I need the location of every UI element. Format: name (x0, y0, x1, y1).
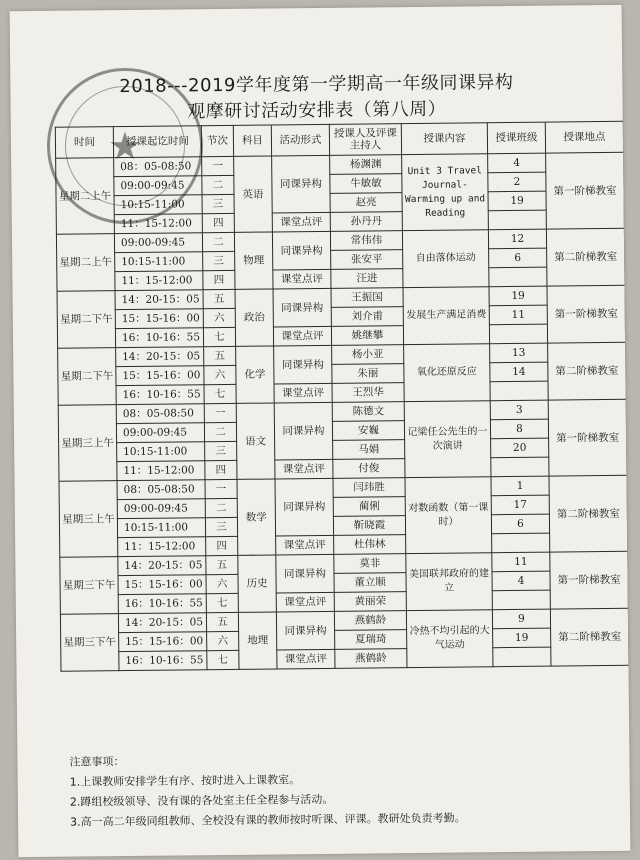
subject-cell: 数学 (237, 479, 276, 555)
content-cell: 美国联邦政府的建立 (406, 553, 493, 611)
content-cell: 氧化还原反应 (404, 344, 491, 402)
period-cell: 五 (206, 555, 238, 574)
teacher-cell: 杜伟林 (334, 535, 406, 555)
content-cell: Unit 3 Travel Journal-Warming up and Reading (402, 154, 489, 231)
activity-form-cell: 同课异构 (273, 288, 331, 327)
time-slot-cell: 星期二下午 (57, 291, 116, 349)
time-range-cell: 14：20-15：05 (118, 556, 206, 576)
note-item: 2.蹲组校级领导、没有课的各处室主任全程参与活动。 (69, 792, 334, 809)
location-cell: 第二阶梯教室 (546, 228, 625, 286)
activity-form-cell: 课堂点评 (277, 649, 335, 669)
period-cell: 六 (207, 631, 239, 650)
time-slot-cell: 星期二下午 (58, 348, 117, 406)
location-cell: 第二阶梯教室 (550, 608, 629, 666)
teacher-cell: 陈德文 (332, 402, 404, 422)
location-cell: 第一阶梯教室 (546, 152, 625, 229)
class-cell (489, 267, 547, 287)
teacher-cell: 刘介甫 (331, 307, 403, 327)
teacher-cell: 莫非 (334, 554, 406, 574)
time-range-cell: 08：05-08:50 (116, 404, 204, 424)
period-cell: 四 (202, 213, 234, 232)
time-slot-cell: 星期三上午 (58, 405, 117, 482)
title-line-1: 2018---2019学年度第一学期高一年级同课异构 (119, 71, 514, 98)
class-cell: 17 (491, 495, 549, 515)
teacher-cell: 朱丽 (332, 364, 404, 384)
notes-section (69, 747, 610, 833)
time-range-cell: 16：10-16：55 (116, 385, 204, 405)
class-cell: 19 (488, 191, 546, 211)
teacher-cell: 安巍 (332, 421, 404, 441)
period-cell: 二 (204, 422, 236, 441)
header-subject: 科目 (233, 125, 271, 156)
schedule-table (55, 121, 630, 672)
time-range-cell: 08：05-08:50 (117, 480, 205, 500)
class-cell (488, 210, 546, 230)
time-slot-cell: 星期三上午 (59, 481, 118, 558)
activity-form-cell: 课堂点评 (276, 535, 334, 555)
class-cell: 2 (488, 172, 546, 192)
time-range-cell: 11：15-12:00 (117, 461, 205, 481)
note-item: 1.上课教师安排学生有序、按时进入上课教室。 (69, 773, 301, 789)
document-page (10, 5, 631, 857)
class-cell: 13 (490, 343, 548, 363)
time-range-cell: 14：20-15：05 (115, 290, 203, 310)
time-range-cell: 09:00-09:45 (114, 233, 202, 253)
time-range-cell: 15：15-16：00 (116, 366, 204, 386)
subject-cell: 历史 (238, 555, 277, 612)
subject-cell: 政治 (235, 289, 274, 346)
time-slot-cell: 星期三下午 (60, 557, 119, 615)
teacher-cell: 闫玮胜 (333, 478, 405, 498)
header-time: 时间 (55, 127, 113, 159)
activity-form-cell: 课堂点评 (276, 592, 334, 612)
class-cell: 11 (489, 305, 547, 325)
period-cell: 一 (205, 479, 237, 498)
class-cell (492, 590, 550, 610)
content-cell: 对数函数（第一课时） (405, 477, 492, 554)
subject-cell: 物理 (234, 232, 273, 289)
teacher-cell: 王振国 (331, 288, 403, 308)
header-period: 节次 (201, 125, 233, 156)
teacher-cell: 黄丽荣 (334, 592, 406, 612)
time-range-cell: 14：20-15：05 (118, 613, 206, 633)
period-cell: 二 (202, 175, 234, 194)
teacher-cell: 王烈华 (332, 383, 404, 403)
teacher-cell: 孙丹丹 (330, 212, 402, 232)
period-cell: 七 (206, 593, 238, 612)
activity-form-cell: 同课异构 (274, 345, 332, 384)
time-range-cell: 15：15-16：00 (115, 309, 203, 329)
time-range-cell: 10:15-11:00 (117, 518, 205, 538)
location-cell: 第一阶梯教室 (548, 399, 627, 476)
content-cell: 冷热不均引起的大气运动 (406, 610, 493, 668)
time-range-cell: 09:00-09:45 (114, 176, 202, 196)
header-class: 授课班级 (487, 122, 545, 154)
period-cell: 六 (204, 365, 236, 384)
location-cell: 第二阶梯教室 (548, 342, 627, 400)
time-range-cell: 10:15-11:00 (115, 252, 203, 272)
location-cell: 第二阶梯教室 (549, 475, 628, 552)
period-cell: 五 (203, 289, 235, 308)
time-range-cell: 11：15-12:00 (115, 271, 203, 291)
teacher-cell: 靳晓霞 (333, 516, 405, 536)
schedule-body (56, 152, 629, 671)
note-item: 3.高一高二年级同组教师、全校没有课的教师按时听课、评课。教研处负责考勤。 (70, 811, 466, 829)
activity-form-cell: 课堂点评 (273, 269, 331, 289)
title-line-2: 观摩研讨活动安排表（第八周） (187, 98, 447, 123)
period-cell: 五 (206, 612, 238, 631)
period-cell: 二 (205, 498, 237, 517)
class-cell: 14 (490, 362, 548, 382)
activity-form-cell: 课堂点评 (272, 212, 330, 232)
content-cell: 自由落体运动 (402, 230, 489, 288)
period-cell: 二 (202, 232, 234, 251)
time-range-cell: 08：05-08:50 (114, 157, 202, 177)
header-teacher: 授课人及评课主持人 (329, 124, 401, 156)
class-cell: 4 (492, 571, 550, 591)
class-cell: 8 (490, 419, 548, 439)
header-form: 活动形式 (271, 124, 329, 156)
teacher-cell: 燕鹤龄 (335, 649, 407, 669)
time-slot-cell: 星期二上午 (56, 234, 115, 292)
period-cell: 四 (205, 460, 237, 479)
period-cell: 一 (202, 156, 234, 175)
teacher-cell: 牛敏敏 (330, 174, 402, 194)
activity-form-cell: 同课异构 (272, 231, 330, 270)
header-content: 授课内容 (401, 123, 487, 155)
activity-form-cell: 课堂点评 (274, 383, 332, 403)
class-cell: 19 (489, 286, 547, 306)
class-cell: 9 (492, 609, 550, 629)
class-cell (490, 381, 548, 401)
teacher-cell: 付俊 (333, 459, 405, 479)
time-range-cell: 16：10-16：55 (119, 651, 207, 671)
time-range-cell: 15：15-16：00 (118, 575, 206, 595)
time-range-cell: 10:15-11:00 (117, 442, 205, 462)
class-cell: 3 (490, 400, 548, 420)
period-cell: 四 (203, 270, 235, 289)
time-range-cell: 15：15-16：00 (119, 632, 207, 652)
period-cell: 一 (204, 403, 236, 422)
teacher-cell: 张安平 (331, 250, 403, 270)
class-cell (491, 457, 549, 477)
class-cell: 19 (493, 628, 551, 648)
notes-heading: 注意事项： (69, 755, 125, 769)
period-cell: 三 (205, 517, 237, 536)
time-range-cell: 14：20-15：05 (116, 347, 204, 367)
teacher-cell: 董立顺 (334, 573, 406, 593)
location-cell: 第一阶梯教室 (550, 551, 629, 609)
time-range-cell: 10:15-11:00 (114, 195, 202, 215)
teacher-cell: 马娟 (333, 440, 405, 460)
time-range-cell: 16：10-16：55 (118, 594, 206, 614)
class-cell: 6 (489, 248, 547, 268)
activity-form-cell: 同课异构 (272, 155, 331, 213)
class-cell: 12 (488, 229, 546, 249)
class-cell: 6 (491, 514, 549, 534)
teacher-cell: 常伟伟 (330, 231, 402, 251)
teacher-cell: 杨渊渊 (330, 155, 402, 175)
class-cell: 20 (491, 438, 549, 458)
subject-cell: 英语 (234, 156, 273, 232)
activity-form-cell: 课堂点评 (273, 326, 331, 346)
teacher-cell: 赵亮 (330, 193, 402, 213)
class-cell: 1 (491, 476, 549, 496)
time-range-cell: 11：15-12:00 (118, 537, 206, 557)
period-cell: 三 (203, 251, 235, 270)
time-range-cell: 11：15-12:00 (114, 214, 202, 234)
content-cell: 发展生产满足消费 (403, 287, 490, 345)
class-cell (492, 533, 550, 553)
activity-form-cell: 课堂点评 (275, 459, 333, 479)
class-cell (493, 647, 551, 667)
teacher-cell: 汪进 (331, 269, 403, 289)
time-range-cell: 09:00-09:45 (116, 423, 204, 443)
class-cell (489, 324, 547, 344)
period-cell: 七 (207, 650, 239, 669)
period-cell: 四 (206, 536, 238, 555)
activity-form-cell: 同课异构 (276, 611, 334, 650)
location-cell: 第一阶梯教室 (547, 285, 626, 343)
teacher-cell: 杨小亚 (332, 345, 404, 365)
period-cell: 六 (206, 574, 238, 593)
teacher-cell: 蔺俐 (333, 497, 405, 517)
class-cell: 11 (492, 552, 550, 572)
content-cell: 记梁任公先生的一次演讲 (404, 401, 491, 478)
period-cell: 三 (205, 441, 237, 460)
period-cell: 五 (204, 346, 236, 365)
period-cell: 七 (203, 327, 235, 346)
period-cell: 三 (202, 194, 234, 213)
teacher-cell: 姚继攀 (331, 326, 403, 346)
subject-cell: 化学 (236, 346, 275, 403)
period-cell: 六 (203, 308, 235, 327)
header-range: 授课起讫时间 (113, 126, 201, 158)
subject-cell: 地理 (238, 612, 277, 669)
period-cell: 七 (204, 384, 236, 403)
header-location: 授课地点 (545, 121, 623, 153)
activity-form-cell: 同课异构 (276, 554, 334, 593)
time-slot-cell: 星期二上午 (56, 158, 115, 235)
subject-cell: 语文 (236, 403, 275, 479)
teacher-cell: 燕鹤龄 (334, 611, 406, 631)
time-slot-cell: 星期三下午 (60, 614, 119, 672)
activity-form-cell: 同课异构 (274, 402, 333, 460)
teacher-cell: 夏瑞琦 (335, 630, 407, 650)
time-range-cell: 09:00-09:45 (117, 499, 205, 519)
activity-form-cell: 同课异构 (275, 478, 334, 536)
star-icon: ★ (107, 123, 143, 169)
time-range-cell: 16：10-16：55 (115, 328, 203, 348)
class-cell: 4 (488, 153, 546, 173)
